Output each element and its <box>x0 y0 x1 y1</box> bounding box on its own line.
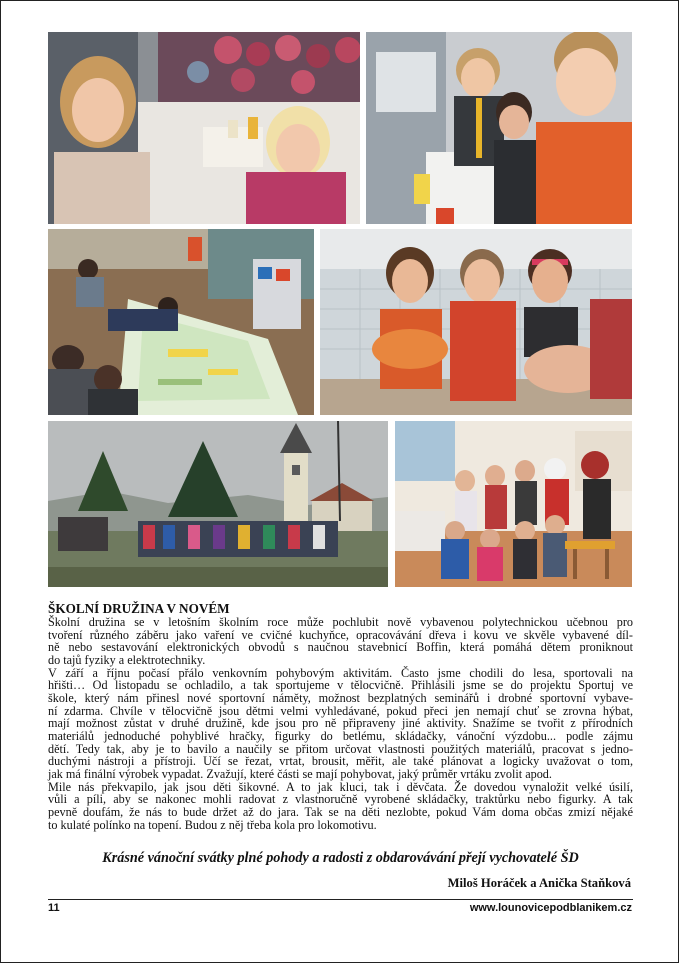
photo-floor-projection <box>48 229 314 415</box>
article-line: duchými nástroji a přístroji. Učí se řezat, vrtat, brousit, měřit, ale také plánovat a logicky uvažovat o tom, <box>48 754 633 769</box>
article-line: pevně doufám, že nás to bude držet až do jara. Tak se na děti nezlobte, pokud Vám doma občas zmizí nějaké <box>48 804 633 819</box>
photo-boys-jars <box>366 32 632 224</box>
footer-divider <box>48 899 633 900</box>
authors: Miloš Horáček a Anička Staňková <box>447 876 631 890</box>
closing-greeting: Krásné vánoční svátky plné pohody a radosti z obdarovávání přejí vychovatelé ŠD <box>102 850 579 866</box>
website-link[interactable]: www.lounovicepodblanikem.cz <box>469 902 632 914</box>
article <box>48 601 633 831</box>
article-line: vůli a píli, aby se nakonec mohli radovat z vlastnoručně vyrobené skládačky, traktůrku nebo figurky. A tak <box>48 792 633 807</box>
article-line: hřišti… Od listopadu se ochladilo, a tak sportujeme v tělocvičně. Přihlásili jsme se do projektu Sportuj ve <box>48 678 633 693</box>
page-number: 11 <box>48 902 60 914</box>
article-line: škole, který nám přinesl nové sportovní náměty, možnost bezplatných seminářů i drobné sportovní vybave- <box>48 690 633 705</box>
photo-kids-towels <box>320 229 632 415</box>
article-line: jak má finální výrobek vypadat. Zvažují, které části se mají pohybovat, jaký průměr vrtáku zvolit apod. <box>48 766 552 781</box>
article-title: ŠKOLNÍ DRUŽINA V NOVÉM <box>48 601 230 616</box>
article-line: Mile nás překvapilo, jak jsou děti šikovné. A to jak kluci, tak i děvčata. Že dovedou vynaložit velké úsilí, <box>48 779 633 794</box>
article-line: to kulaté polínko na topení. Budou z něj třeba kola pro lokomotivu. <box>48 817 377 832</box>
article-line: ní zdarma. Chvíle v tělocvičně jsou dětmi velmi vyhledávané, pokud přeci jen nemají chuť se zrovna hýbat, <box>48 703 633 718</box>
photo-classroom-costumes <box>395 421 632 587</box>
article-line: materiálů jednoduché pohyblivé hračky, figurky do betlému, skládačky, vánoční výzdobu... podle zájmu <box>48 728 633 743</box>
article-line: V září a říjnu počasí přálo venkovním pohybovým aktivitám. Často jsme chodili do lesa, sportovali na <box>48 665 633 680</box>
article-line: do tajů fyziky a elektrotechniky. <box>48 652 206 667</box>
photo-group-church <box>48 421 388 587</box>
article-line: Školní družina se v letošním školním roce může pochlubit nově vybavenou polytechnickou učebnou pro <box>48 615 633 629</box>
article-line: tvoření různého záběru jako vaření ve cvičné kuchyňce, opracovávání dřeva i kovu ve skvěle vybavené díl- <box>48 627 633 642</box>
article-line: dětí. Tedy tak, aby je to bavilo a naučily se přitom určovat vlastnosti použitých materiálů, pracovat s jedno- <box>48 741 633 756</box>
article-line: ně nebo sestavování elektronických obvodů s naučnou stavebnicí Boffin, která pomáhá dětem proniknout <box>48 640 633 655</box>
photo-girls-candles <box>48 32 360 224</box>
article-line: mají možnost zůstat v druhé družině, kde jsou pro ně připraveny jiné aktivity. Snažíme se tvořit z přírodních <box>48 716 633 731</box>
